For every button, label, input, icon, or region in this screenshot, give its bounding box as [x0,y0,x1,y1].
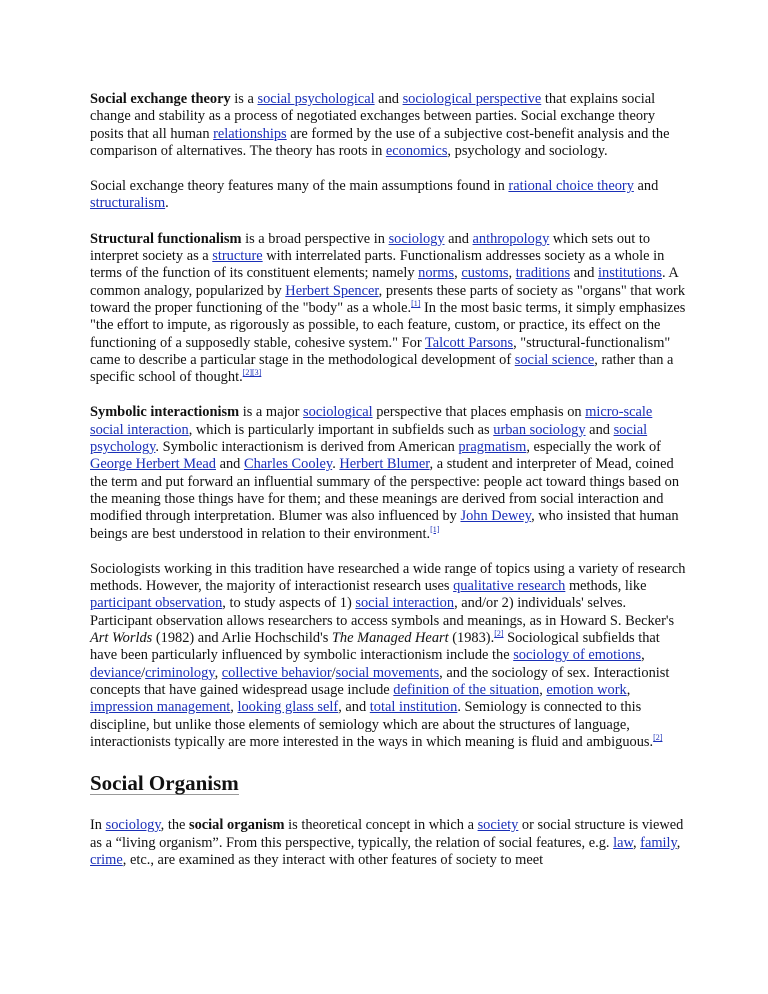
paragraph-research-methods [90,561,688,751]
text: and [633,178,659,195]
text: , presents these parts of society as "organs" that work toward the proper functioning of the "body" as a whole. [90,282,686,316]
link-charles-cooley[interactable]: Charles Cooley [243,456,333,473]
link-customs[interactable]: customs [461,265,509,282]
link-social-psychology[interactable]: social psychology [90,421,648,456]
book-title: Art Worlds [90,630,153,647]
term-bold: Structural functionalism [90,230,242,247]
section-heading: Social Organism [90,771,239,796]
link-george-herbert-mead[interactable]: George Herbert Mead [90,456,216,473]
citation-link[interactable]: [3] [252,368,262,378]
text: with interrelated parts. Functionalism addresses society as a whole in terms of the function of its constituent elements; namely [90,248,665,282]
text: is theoretical concept in which a [284,817,478,834]
text: , [626,681,631,698]
text: methods, like [565,578,647,595]
text: Sociologists working in this tradition have researched a wide range of topics using a variety of research methods. However, the majority of interactionist research uses [90,560,686,595]
citation [243,368,262,377]
text: and [444,230,473,247]
citation [494,629,503,638]
paragraph-structural-functionalism [90,231,688,387]
link-structure[interactable]: structure [212,248,263,265]
link-traditions[interactable]: traditions [515,265,571,282]
text: and [570,265,599,282]
text: (1983). [448,630,495,647]
link-family[interactable]: family [640,834,677,851]
link-sociology[interactable]: sociology [388,230,445,247]
text: , rather than a specific school of thought. [90,351,674,386]
text: , to study aspects of 1) [222,595,356,612]
text: are formed by the use of a subjective cost-benefit analysis and the comparison of alternatives. The theory has roots in [90,125,670,159]
text: , [641,647,645,664]
citation-link[interactable]: [2] [242,368,252,378]
text: perspective that places emphasis on [372,404,586,421]
link-sociology-2[interactable]: sociology [105,817,161,834]
text: , [676,834,681,851]
link-urban-sociology[interactable]: urban sociology [493,421,586,438]
link-total-institution[interactable]: total institution [369,699,458,716]
link-herbert-spencer[interactable]: Herbert Spencer [285,282,379,299]
citation [411,299,420,308]
link-impression-management[interactable]: impression management [90,699,231,716]
text: is a [230,91,258,107]
link-law[interactable]: law [613,834,633,851]
text: , "structural-functionalism" came to describe a particular stage in the methodological development of [90,334,671,368]
text: which sets out to interpret society as a [90,230,651,265]
citation-link[interactable]: [2] [653,733,663,742]
link-anthropology[interactable]: anthropology [472,230,550,247]
citation-link[interactable]: [1] [430,524,440,534]
citation-link[interactable]: [2] [494,629,504,639]
section-heading-wrap [90,769,688,805]
text: In [90,817,106,834]
citation [430,525,439,534]
link-sociological-perspective[interactable]: sociological perspective [402,91,542,107]
text: and [374,91,403,107]
link-emotion-work[interactable]: emotion work [546,681,627,698]
link-herbert-blumer[interactable]: Herbert Blumer [339,456,430,473]
link-qualitative-research[interactable]: qualitative research [453,578,566,595]
link-norms[interactable]: norms [418,265,455,282]
link-pragmatism[interactable]: pragmatism [458,439,527,456]
text: , especially the work of [526,439,661,456]
link-social-science[interactable]: social science [514,351,595,368]
link-deviance[interactable]: deviance [90,664,142,681]
term-bold: Symbolic interactionism [90,404,240,421]
text: (1982) and Arlie Hochschild's [152,630,332,647]
paragraph-social-organism [90,817,688,869]
term-bold: Social exchange theory [90,91,231,107]
text: , and/or 2) individuals' selves. Participant observation allows researchers to access symbols and meanings, as in Howard S. Becker's [90,595,675,629]
text: and [216,456,244,473]
text: , and [338,699,370,716]
book-title: The Managed Heart [331,630,449,647]
text: or social structure is viewed as a “living organism”. From this perspective, typically, the relation of social features, e.g. [90,817,684,851]
link-rational-choice-theory[interactable]: rational choice theory [508,178,634,195]
link-structuralism[interactable]: structuralism [90,195,166,212]
text: . Semiology is connected to this discipline, but unlike those elements of semiology which are about the structures of language, interactionists typically are more interested in the ways in which meaning is fluid and ambiguous. [90,699,654,750]
text: , [214,664,222,681]
text: . Symbolic interactionism is derived from American [155,439,459,456]
paragraph-assumptions [90,178,688,213]
text: is a broad perspective in [241,230,389,247]
text: , [539,681,547,698]
link-social-interaction[interactable]: social interaction [90,421,189,438]
text: . A common analogy, popularized by [90,265,679,299]
link-participant-observation[interactable]: participant observation [90,595,223,612]
text: , who insisted that human beings are best understood in relation to their environment. [90,508,679,542]
text: , etc., are examined as they interact with other features of society to meet [122,851,544,868]
term-bold: social organism [189,817,285,834]
text: , psychology and sociology. [447,142,608,159]
link-john-dewey[interactable]: John Dewey [460,508,532,525]
text: , [508,265,516,282]
link-definition-of-the-situation[interactable]: definition of the situation [393,681,540,698]
text: , [454,265,462,282]
text: that explains social change and stability as a process of negotiated exchanges between parties. Social exchange theory posits that all human [90,91,656,142]
link-crime[interactable]: crime [90,851,123,868]
text: In the most basic terms, it simply emphasizes "the effort to impute, as rigorously as possible, to each feature, custom, or practice, its effect on the functioning of a supposedly stable, cohesive system." For [90,299,686,351]
citation-link[interactable]: [1] [411,299,421,309]
link-sociology-of-emotions[interactable]: sociology of emotions [513,647,642,664]
citation [653,733,662,742]
link-institutions[interactable]: institutions [598,265,663,282]
link-social-interaction-2[interactable]: social interaction [355,595,455,612]
link-sociological[interactable]: sociological [303,404,373,421]
link-collective-behavior[interactable]: collective behavior [221,664,332,681]
text: / [141,664,146,681]
text: , the [160,817,189,834]
paragraph-symbolic-interactionism [90,404,688,542]
text: Sociological subfields that have been particularly influenced by symbolic interactionism include the [90,630,660,664]
link-criminology[interactable]: criminology [145,664,215,681]
link-looking-glass-self[interactable]: looking glass self [237,699,339,716]
link-talcott-parsons[interactable]: Talcott Parsons [424,334,514,351]
text: , [230,699,238,716]
article-body [90,91,688,887]
link-economics[interactable]: economics [385,142,448,159]
link-relationships[interactable]: relationships [213,125,287,142]
link-society[interactable]: society [477,817,519,834]
text: , a student and interpreter of Mead, coined the term and put forward an influential summary of the perspective: people act toward things based on the meaning those things have for them; and these meanings are derived from social interaction and modified through interpretation. Blumer was also influenced by [90,456,680,525]
text: , [632,834,641,851]
text: . [165,195,169,212]
text: is a major [239,404,304,421]
text: . [332,456,340,473]
link-social-movements[interactable]: social movements [335,664,440,681]
link-micro-scale[interactable]: micro-scale [585,404,653,421]
paragraph-social-exchange [90,91,688,160]
link-social-psychological[interactable]: social psychological [257,91,375,107]
text: Social exchange theory features many of the main assumptions found in [90,178,509,195]
text: and [585,421,614,438]
text: , which is particularly important in subfields such as [188,421,494,438]
text: , and the sociology of sex. Interactionist concepts that have gained widespread usage include [90,664,670,698]
text: / [331,664,336,681]
